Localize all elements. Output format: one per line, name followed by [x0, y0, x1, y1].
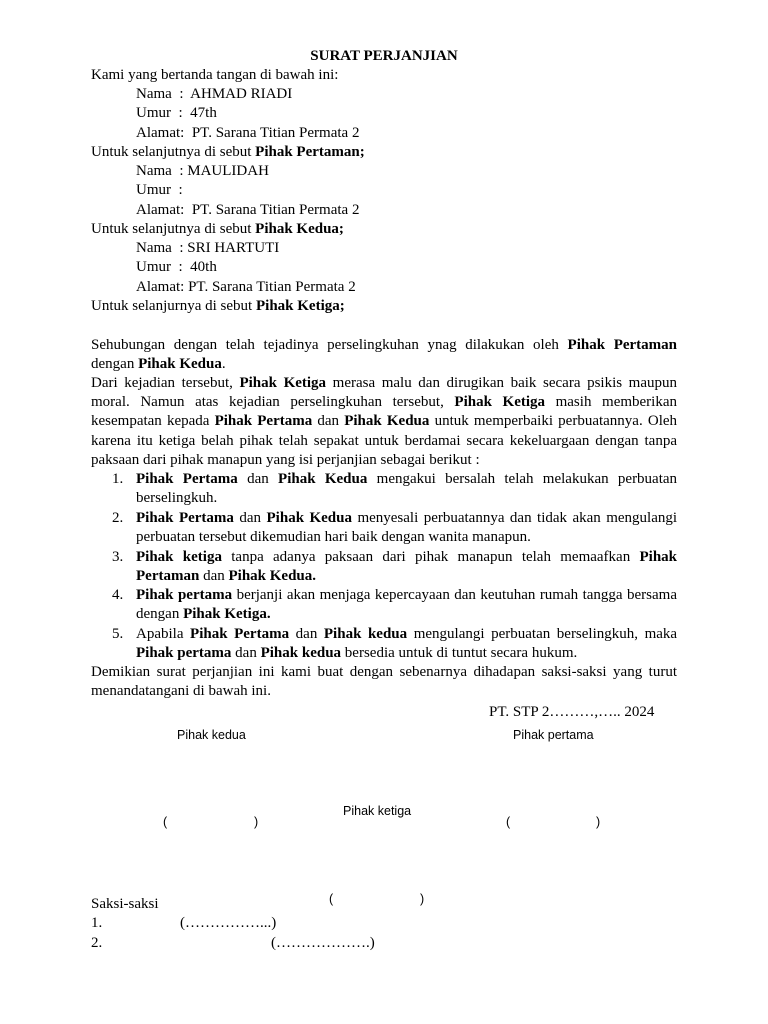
- umur-label: Umur: [136, 182, 171, 198]
- designation-prefix: Untuk selanjutnya di sebut: [91, 144, 252, 160]
- designation-label: Pihak Kedua;: [255, 221, 344, 237]
- signature-label-pihak-pertama: Pihak pertama: [513, 728, 594, 742]
- party3-alamat: [136, 278, 356, 297]
- closing-line2: menandatangani di bawah ini.: [91, 683, 271, 699]
- alamat-label: Alamat:: [136, 125, 185, 141]
- nama-label: Nama: [136, 240, 172, 256]
- party1-alamat: [136, 124, 359, 143]
- text-span: mengulangi perbuatan berselingkuh, maka: [413, 626, 678, 642]
- nama-value: MAULIDAH: [187, 163, 269, 179]
- witness-1-blank: (……………...): [180, 915, 277, 931]
- party-name: Pihak Pertama: [136, 510, 234, 526]
- alamat-value: PT. Sarana Titian Permata 2: [191, 125, 360, 141]
- text-span: menyesali perbuatannya dan tidak akan mengulangi: [357, 510, 678, 526]
- signature-close-paren-kedua: ): [254, 815, 259, 829]
- umur-value: 40th: [190, 259, 217, 275]
- text-span: dan: [247, 471, 269, 487]
- nama-value: SRI HARTUTI: [187, 240, 280, 256]
- text-span: kesempatan kepada: [91, 413, 210, 429]
- signature-open-paren-kedua: (: [163, 815, 168, 829]
- party3-nama: Nama : SRI HARTUTI: [136, 240, 280, 256]
- text-span: tanpa adanya paksaan dari pihak manapun telah memaafkan: [231, 549, 631, 565]
- party2-nama: Nama : MAULIDAH: [136, 163, 269, 179]
- closing-line1: Demikian surat perjanjian ini kami buat dengan sebenarnya dihadapan saksi-saksi yang turut: [91, 664, 677, 680]
- text-span: dengan: [91, 356, 135, 372]
- designation-prefix: Untuk selanjurnya di sebut: [91, 298, 253, 314]
- umur-value: 47th: [190, 105, 217, 121]
- text-span: moral. Namun atas kejadian perselingkuhan tersebut,: [91, 394, 444, 410]
- place-date: PT. STP 2………,….. 2024: [489, 704, 655, 720]
- text-span: .: [221, 356, 226, 372]
- intro-text: Kami yang bertanda tangan di bawah ini:: [91, 67, 339, 83]
- list-item-5-line2: [136, 644, 677, 663]
- text-span: masih memberikan: [555, 394, 677, 410]
- party-name: Pihak kedua: [260, 645, 342, 661]
- list-item-1-line1: [136, 470, 677, 489]
- list-number: 4.: [112, 587, 124, 603]
- text-span: Apabila: [136, 626, 184, 642]
- nama-value: AHMAD RIADI: [190, 86, 293, 102]
- party1-nama: Nama : AHMAD RIADI: [136, 86, 293, 102]
- party-name: Pihak Kedua: [138, 356, 222, 372]
- alamat-value: PT. Sarana Titian Permata 2: [188, 279, 356, 295]
- signature-open-paren-pertama: (: [506, 815, 511, 829]
- text-span: dan: [203, 568, 225, 584]
- party-name: Pihak: [639, 549, 678, 565]
- list-number: 2.: [112, 510, 124, 526]
- paragraph2-line2: [91, 393, 677, 412]
- party-name: Pihak pertama: [136, 587, 233, 603]
- party2-alamat: [136, 201, 359, 220]
- party1-designation: [91, 143, 365, 162]
- text-span: untuk memperbaiki perbuatannya. Oleh: [434, 413, 678, 429]
- witness-1-number: 1.: [91, 915, 103, 931]
- party-name: Pertaman: [136, 568, 200, 584]
- alamat-label: Alamat:: [136, 279, 185, 295]
- text-span: Sehubungan dengan telah tejadinya perselingkuhan ynag dilakukan oleh: [91, 337, 559, 353]
- party-name: Pihak ketiga: [136, 549, 222, 565]
- alamat-value: PT. Sarana Titian Permata 2: [191, 202, 360, 218]
- party2-umur: Umur :: [136, 182, 187, 198]
- signature-close-paren-ketiga: ): [420, 892, 425, 906]
- party-name: Pihak Kedua: [344, 413, 430, 429]
- list-item-2-line2: perbuatan tersebut dikemudian hari baik dengan wanita manapun.: [136, 529, 531, 545]
- party-name: Pihak Ketiga: [454, 394, 546, 410]
- designation-label: Pihak Ketiga;: [255, 298, 345, 314]
- list-item-2-line1: [136, 509, 677, 528]
- signature-open-paren-ketiga: (: [329, 892, 334, 906]
- nama-label: Nama: [136, 86, 172, 102]
- text-span: dengan: [136, 606, 180, 622]
- party-name: Pihak Kedua: [278, 471, 368, 487]
- paragraph2-line3: [91, 412, 677, 431]
- text-span: dan: [317, 413, 340, 429]
- alamat-label: Alamat:: [136, 202, 185, 218]
- text-span: berjanji akan menjaga kepercayaan dan keutuhan rumah tangga bersama: [236, 587, 677, 603]
- text-span: dan: [235, 645, 257, 661]
- party1-umur: Umur : 47th: [136, 105, 217, 121]
- party-name: Pihak Pertama: [190, 626, 290, 642]
- party-name: Pihak Kedua: [266, 510, 352, 526]
- paragraph2-line1: [91, 374, 677, 393]
- party-name: Pihak Ketiga.: [183, 606, 271, 622]
- list-item-1-line2: berselingkuh.: [136, 490, 218, 506]
- list-item-4-line2: [136, 605, 677, 624]
- witnesses-title: Saksi-saksi: [91, 896, 159, 912]
- party2-designation: [91, 220, 344, 239]
- list-item-5-line1: [136, 625, 677, 644]
- text-span: mengakui bersalah telah melakukan perbuatan: [376, 471, 678, 487]
- paragraph1-line1: [91, 336, 677, 355]
- text-span: dan: [239, 510, 262, 526]
- text-span: merasa malu dan dirugikan baik secara psikis maupun: [332, 375, 677, 391]
- list-number: 5.: [112, 626, 124, 642]
- document-title: SURAT PERJANJIAN: [310, 48, 458, 64]
- paragraph2-line5: paksaan dari pihak manapun yang isi perjanjian sebagai berikut :: [91, 452, 480, 468]
- paragraph2-line4: karena itu ketiga belah pihak telah sepakat untuk berdamai secara kekeluargaan dengan tanpa: [91, 433, 677, 449]
- witness-2-blank: (……………….): [271, 935, 375, 951]
- text-span: bersedia untuk di tuntut secara hukum.: [344, 645, 578, 661]
- text-span: Dari kejadian tersebut,: [91, 375, 233, 391]
- list-item-4-line1: [136, 586, 677, 605]
- party-name: Pihak Pertaman: [567, 337, 678, 353]
- party-name: Pihak kedua: [323, 626, 408, 642]
- designation-label: Pihak Pertaman;: [255, 144, 365, 160]
- signature-label-pihak-ketiga: Pihak ketiga: [343, 804, 412, 818]
- nama-label: Nama: [136, 163, 172, 179]
- party-name: Pihak Ketiga: [239, 375, 327, 391]
- designation-prefix: Untuk selanjutnya di sebut: [91, 221, 252, 237]
- signature-close-paren-pertama: ): [596, 815, 601, 829]
- party3-designation: [91, 297, 345, 316]
- umur-label: Umur: [136, 105, 171, 121]
- paragraph1-line2: [91, 355, 226, 374]
- list-item-3-line2: [136, 567, 677, 586]
- party3-umur: Umur : 40th: [136, 259, 217, 275]
- party-name: Pihak pertama: [136, 645, 232, 661]
- umur-label: Umur: [136, 259, 171, 275]
- party-name: Pihak Pertama: [214, 413, 313, 429]
- list-item-3-line1: [136, 548, 677, 567]
- signature-label-pihak-kedua: Pihak kedua: [177, 728, 246, 742]
- text-span: dan: [295, 626, 318, 642]
- list-number: 3.: [112, 549, 124, 565]
- list-number: 1.: [112, 471, 124, 487]
- party-name: Pihak Pertama: [136, 471, 238, 487]
- witness-2-number: 2.: [91, 935, 103, 951]
- party-name: Pihak Kedua.: [228, 568, 317, 584]
